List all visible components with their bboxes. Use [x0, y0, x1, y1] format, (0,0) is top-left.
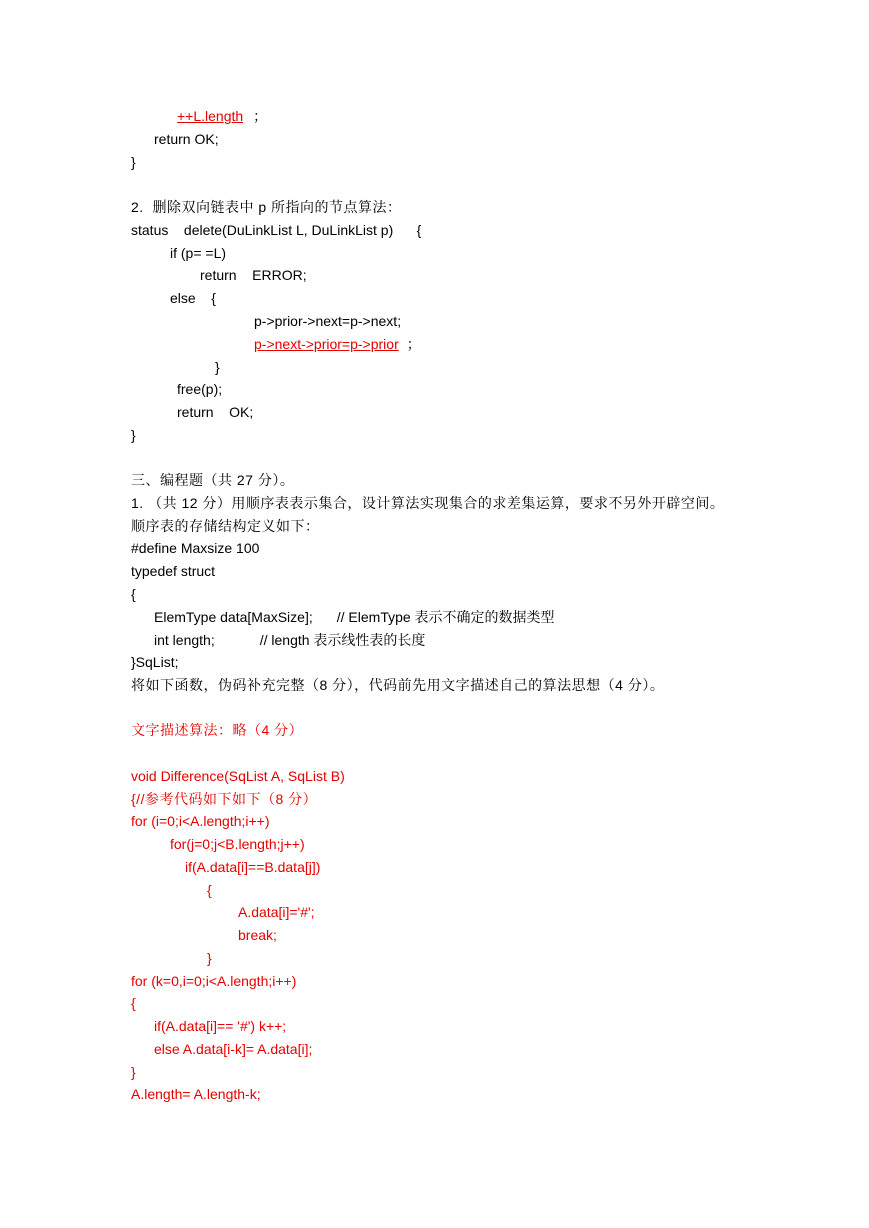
answer-line-brace-open: {: [207, 882, 212, 898]
line-elemtype-data: [154, 607, 555, 627]
answer-increment-length: ++L.length: [177, 108, 244, 124]
line-define-maxsize: #define Maxsize 100: [131, 540, 260, 556]
line-next-prior: [254, 334, 421, 354]
instruction-text: 将如下函数，伪码补充完整（8 分），代码前先用文字描述自己的算法思想（4 分）。: [131, 677, 665, 693]
line-free-p: free(p);: [177, 381, 223, 397]
line-if-p-equals-l: if (p= =L): [170, 245, 227, 261]
answer-line-length-update: A.length= A.length-k;: [131, 1086, 261, 1102]
answer-line-if-equal: if(A.data[i]==B.data[j]): [185, 859, 321, 875]
line-prior-next: p->prior->next=p->next;: [254, 313, 402, 329]
answer-line-for-k: for (k=0,i=0;i<A.length;i++): [131, 973, 297, 989]
line-else-close: }: [215, 359, 220, 375]
answer-line-brace-close: }: [207, 950, 212, 966]
answer-line-for-j: for(j=0;j<B.length;j++): [170, 836, 305, 852]
line-function-close: }: [131, 427, 136, 443]
answer-line-break: break;: [238, 927, 277, 943]
line-close-brace: }: [131, 154, 136, 170]
line-typedef-struct: typedef struct: [131, 563, 216, 579]
line-else-open: else {: [170, 290, 216, 306]
line-delete-signature: status delete(DuLinkList L, DuLinkList p) {: [131, 222, 422, 238]
answer-line-brace-open-2: {: [131, 995, 136, 1011]
line-increment-length: [177, 106, 267, 126]
answer-line-mark: A.data[i]='#';: [238, 904, 315, 920]
line-return-ok-2: return OK;: [177, 404, 254, 420]
comment-elemtype: // ElemType 表示不确定的数据类型: [336, 609, 555, 625]
answer-line-else-shift: else A.data[i-k]= A.data[i];: [154, 1041, 313, 1057]
comment-length: // length 表示线性表的长度: [259, 632, 426, 648]
answer-line-brace-close-2: }: [131, 1064, 136, 1080]
semicolon: ；: [406, 336, 421, 352]
line-return-ok: return OK;: [154, 131, 219, 147]
question-1-text: 1. （共 12 分）用顺序表表示集合，设计算法实现集合的求差集运算，要求不另外开辟空间。: [131, 495, 725, 511]
semicolon: ；: [253, 108, 268, 124]
question-1-subtext: 顺序表的存储结构定义如下：: [131, 518, 320, 534]
question-2-title: 2. 删除双向链表中 p 所指向的节点算法：: [131, 199, 402, 215]
answer-line-if-hash: if(A.data[i]== '#') k++;: [154, 1018, 287, 1034]
answer-line-for-i: for (i=0;i<A.length;i++): [131, 813, 270, 829]
answer-line-signature: void Difference(SqList A, SqList B): [131, 768, 345, 784]
code-elemtype-data: ElemType data[MaxSize];: [154, 609, 313, 625]
code-int-length: int length;: [154, 632, 215, 648]
section-3-heading: 三、编程题（共 27 分）。: [131, 472, 295, 488]
answer-line-comment: {//参考代码如下如下（8 分）: [131, 791, 318, 807]
answer-next-prior: p->next->prior=p->prior: [254, 336, 399, 352]
line-struct-open: {: [131, 586, 136, 602]
algorithm-description: 文字描述算法：略（4 分）: [131, 722, 304, 738]
line-return-error: return ERROR;: [200, 267, 307, 283]
line-int-length: [154, 630, 425, 650]
line-sqlist-close: }SqList;: [131, 654, 179, 670]
